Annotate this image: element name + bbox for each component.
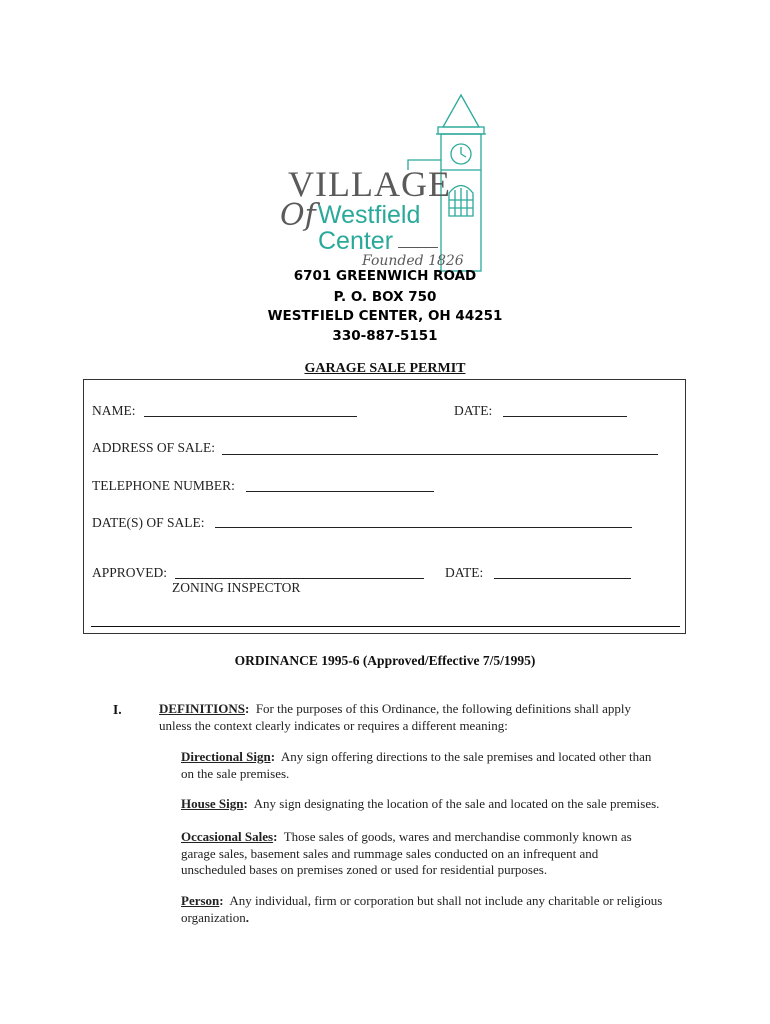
definition-text: Any sign offering directions to the sale premises and located other than xyxy=(280,749,652,764)
definition-text: organization xyxy=(181,909,246,925)
definition-text: unscheduled bases on premises zoned or used for residential purposes. xyxy=(181,862,548,877)
address-line-2: P. O. BOX 750 xyxy=(333,289,437,305)
definition-term: Occasional Sales xyxy=(181,829,274,844)
sale-dates-label: DATE(S) OF SALE: xyxy=(92,515,205,530)
section-intro: DEFINITIONS: For the purposes of this Ordinance, the following definitions shall apply unless the context clearly indicates or requires a different meaning: xyxy=(159,701,631,733)
name-label: NAME: xyxy=(92,403,136,418)
address-line-1: 6701 GREENWICH ROAD xyxy=(293,268,477,284)
definition-text: garage sales, basement sales and rummage sales conducted on an infrequent and xyxy=(181,845,599,861)
approved-field[interactable] xyxy=(175,578,424,579)
definition-house-sign: House Sign: Any sign designating the location of the sale and located on the sale premises. xyxy=(181,796,660,811)
date-field[interactable] xyxy=(503,416,627,417)
logo-westfield-text: Westfield xyxy=(318,201,421,229)
zoning-inspector-label: ZONING INSPECTOR xyxy=(172,580,301,595)
address-of-sale-label: ADDRESS OF SALE: xyxy=(92,440,216,455)
logo-of-text: Of xyxy=(280,198,316,233)
date-label: DATE: xyxy=(454,403,493,418)
approved-date-field[interactable] xyxy=(494,578,631,579)
telephone-field[interactable] xyxy=(246,491,434,492)
logo-center-text: Center xyxy=(318,227,394,255)
definition-term: Person xyxy=(181,893,220,908)
section-intro-line-1: For the purposes of this Ordinance, the following definitions shall apply xyxy=(255,701,631,716)
sale-dates-field[interactable] xyxy=(215,527,632,528)
definition-term: House Sign xyxy=(181,796,244,811)
logo-founded-text: Founded 1826 xyxy=(362,253,464,269)
section-intro-line-2: unless the context clearly indicates or requires a different meaning: xyxy=(159,717,508,733)
approved-date-label: DATE: xyxy=(445,565,484,580)
section-number: I. xyxy=(113,702,122,717)
ordinance-title: ORDINANCE 1995-6 (Approved/Effective 7/5/1995) xyxy=(234,653,536,668)
definition-directional-sign: Directional Sign: Any sign offering directions to the sale premises and located other than on the sale premises. xyxy=(181,749,652,781)
logo-divider xyxy=(398,247,438,248)
name-field[interactable] xyxy=(144,416,357,417)
definition-text: Those sales of goods, wares and merchandise commonly known as xyxy=(283,829,632,844)
definition-text: Any individual, firm or corporation but shall not include any charitable or religious xyxy=(229,893,663,908)
form-bottom-rule xyxy=(91,626,680,627)
definition-term: Directional Sign xyxy=(181,749,271,764)
definition-text: on the sale premises. xyxy=(181,765,290,781)
logo-village-text: VILLAGE xyxy=(288,164,451,204)
phone-number: 330-887-5151 xyxy=(332,328,438,344)
telephone-label: TELEPHONE NUMBER: xyxy=(92,478,235,493)
section-title: DEFINITIONS xyxy=(159,701,245,716)
permit-title: GARAGE SALE PERMIT xyxy=(304,361,466,376)
definition-text: Any sign designating the location of the sale and located on the sale premises. xyxy=(253,796,660,811)
approved-label: APPROVED: xyxy=(92,565,168,580)
address-of-sale-field[interactable] xyxy=(222,454,658,455)
definition-occasional-sales: Occasional Sales: Those sales of goods, wares and merchandise commonly known as garage sales, basement sales and rummage sales conducted on an infrequent and unscheduled bases on premises zoned or used for residential purposes. xyxy=(181,829,632,877)
village-logo xyxy=(276,90,496,275)
address-line-3: WESTFIELD CENTER, OH 44251 xyxy=(267,308,503,324)
definition-person: Person: Any individual, firm or corporation but shall not include any charitable or religious organization. xyxy=(181,893,663,925)
